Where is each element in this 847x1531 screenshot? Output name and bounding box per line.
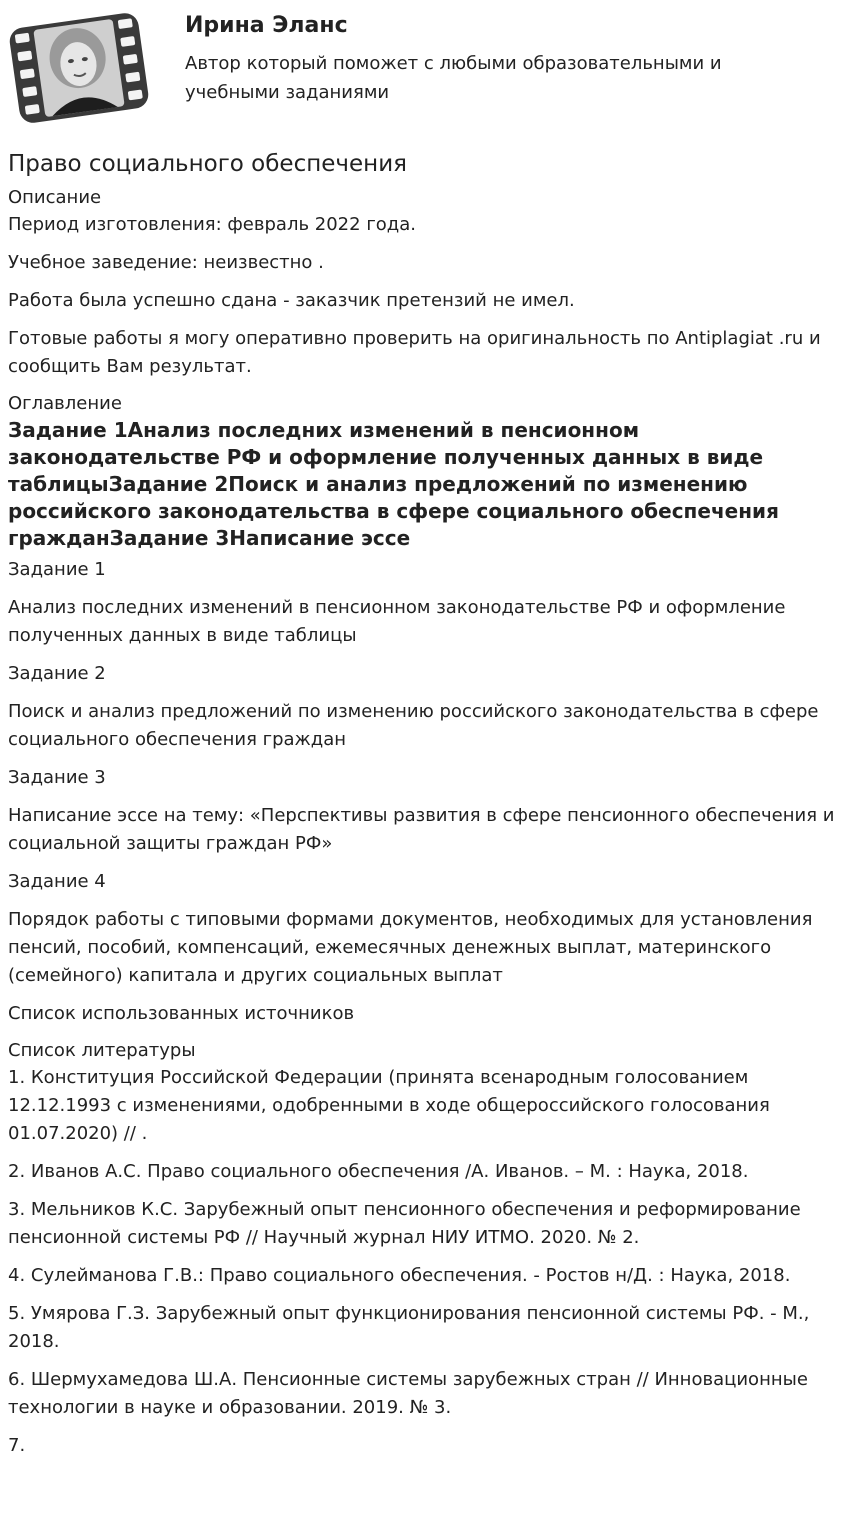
task-heading: Задание 4 — [8, 871, 106, 892]
task-text: Поиск и анализ предложений по изменению российского законодательства в сфере социального обеспечения граждан — [8, 701, 819, 750]
toc-label: Оглавление — [8, 393, 122, 414]
toc-text: Задание 1Анализ последних изменений в пенсионном законодательстве РФ и оформление полученных данных в виде таблицыЗадание 2Поиск и анализ предложений по изменению российского законодательства в сфере социального обеспечения гражданЗадание 3Написание эссе — [8, 418, 779, 550]
author-description: Автор который поможет с любыми образовательными и учебными заданиями — [185, 53, 722, 103]
reference-item: 1. Конституция Российской Федерации (принята всенародным голосованием 12.12.1993 с изменениями, одобренными в ходе общероссийского голосования 01.07.2020) // . — [8, 1067, 770, 1144]
task-heading: Задание 3 — [8, 767, 106, 788]
reference-item: 2. Иванов А.С. Право социального обеспечения /А. Иванов. – М. : Наука, 2018. — [8, 1161, 749, 1182]
task-heading: Задание 1 — [8, 559, 106, 580]
reference-item: 7. — [8, 1435, 26, 1456]
author-avatar — [6, 6, 152, 130]
reference-item: 3. Мельников К.С. Зарубежный опыт пенсионного обеспечения и реформирование пенсионной системы РФ // Научный журнал НИУ ИТМО. 2020. № 2. — [8, 1199, 801, 1248]
document-content — [8, 147, 842, 1470]
description-paragraph: Готовые работы я могу оперативно проверить на оригинальность по Antiplagiat .ru и сообщить Вам результат. — [8, 328, 821, 377]
description-paragraph: Период изготовления: февраль 2022 года. — [8, 214, 416, 235]
task-heading: Задание 2 — [8, 663, 106, 684]
author-header — [0, 0, 847, 135]
reference-item: 4. Сулейманова Г.В.: Право социального обеспечения. - Ростов н/Д. : Наука, 2018. — [8, 1265, 791, 1286]
description-paragraph: Учебное заведение: неизвестно . — [8, 252, 324, 273]
task-text: Написание эссе на тему: «Перспективы развития в сфере пенсионного обеспечения и социальной защиты граждан РФ» — [8, 805, 835, 854]
task-text: Анализ последних изменений в пенсионном законодательстве РФ и оформление полученных данных в виде таблицы — [8, 597, 786, 646]
author-name: Ирина Эланс — [185, 13, 348, 38]
literature-label: Список литературы — [8, 1040, 196, 1061]
task-text: Порядок работы с типовыми формами документов, необходимых для установления пенсий, пособий, компенсаций, ежемесячных денежных выплат, материнского (семейного) капитала и других социальных выплат — [8, 909, 813, 986]
reference-item: 6. Шермухамедова Ш.А. Пенсионные системы зарубежных стран // Инновационные технологии в науке и образовании. 2019. № 3. — [8, 1369, 808, 1418]
description-paragraph: Работа была успешно сдана - заказчик претензий не имел. — [8, 290, 575, 311]
sources-heading: Список использованных источников — [8, 1003, 355, 1024]
reference-item: 5. Умярова Г.З. Зарубежный опыт функционирования пенсионной системы РФ. - М., 2018. — [8, 1303, 810, 1352]
description-label: Описание — [8, 187, 102, 208]
document-title: Право социального обеспечения — [8, 151, 407, 177]
